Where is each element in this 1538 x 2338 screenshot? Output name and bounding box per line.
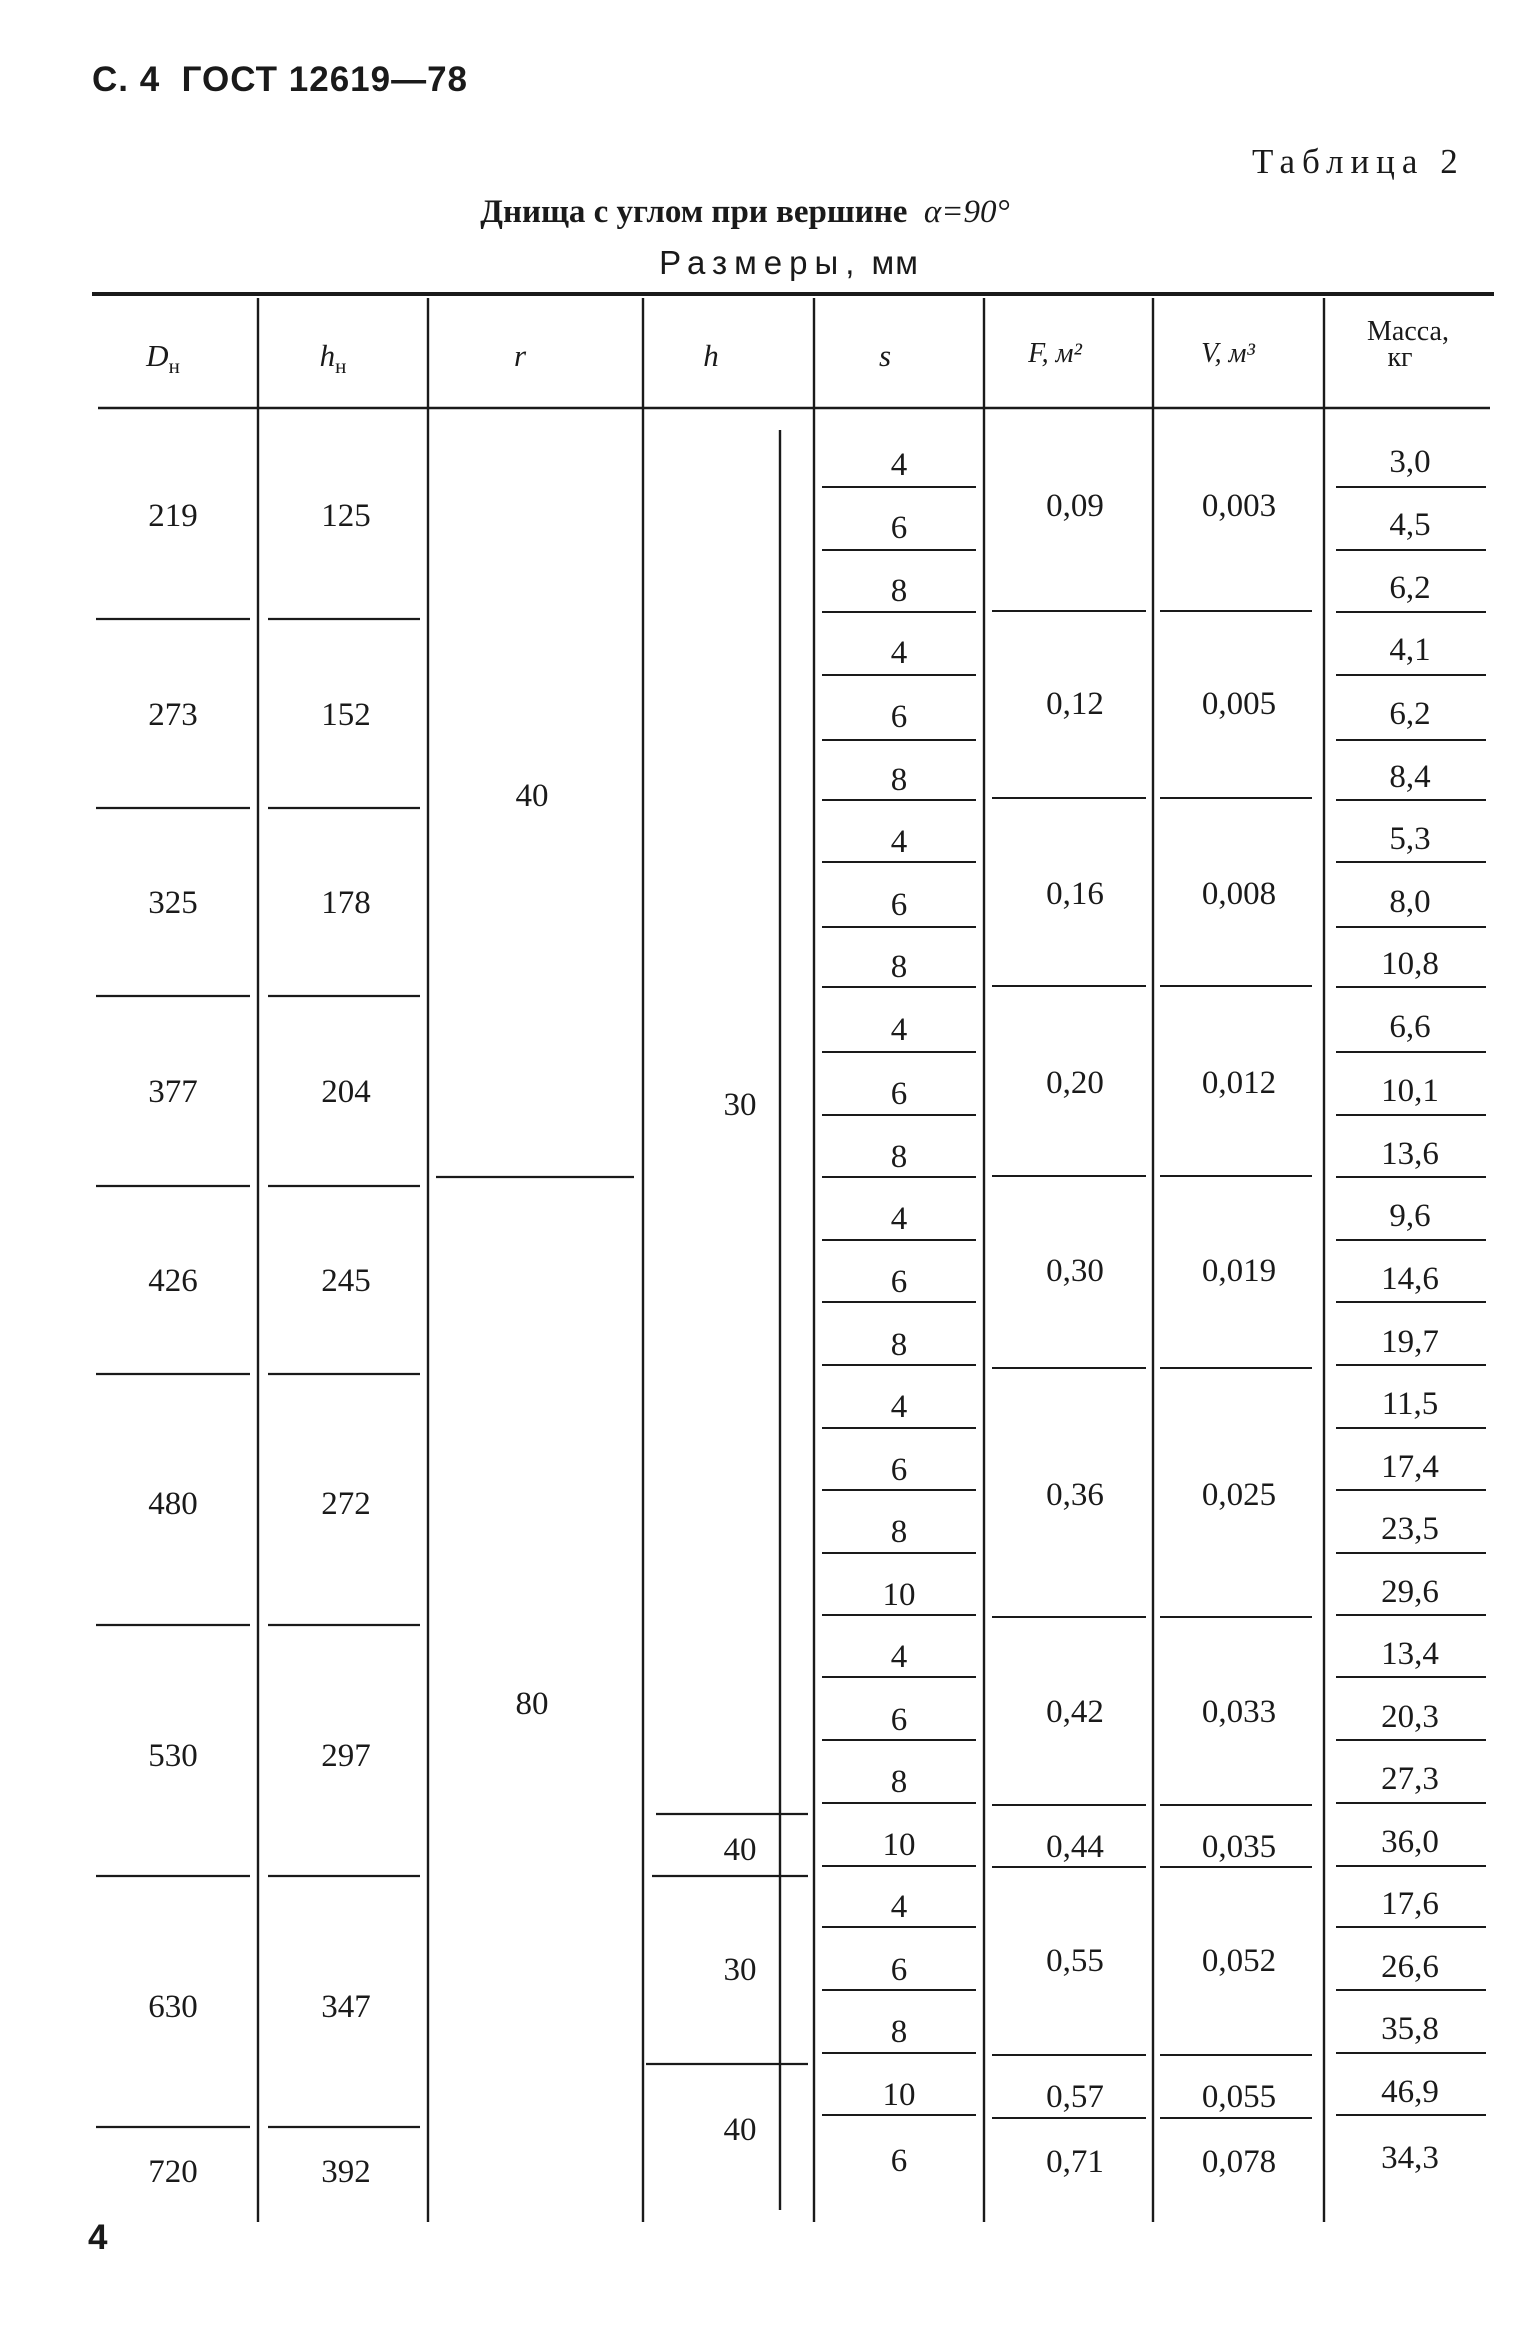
cell-dn: 377 [148, 1074, 198, 1110]
cell-f: 0,30 [1046, 1253, 1104, 1289]
cell-s: 8 [890, 949, 908, 985]
angle-value: α=90° [923, 194, 1010, 230]
cell-s: 8 [890, 2014, 908, 2050]
cell-mass: 13,6 [1381, 1136, 1439, 1172]
col-header-mass: Масса, [1367, 316, 1449, 347]
col-header-s: s [878, 338, 892, 373]
subtitle-label: Размеры, [659, 244, 862, 281]
cell-hn: 178 [321, 885, 371, 921]
cell-v: 0,025 [1201, 1477, 1277, 1513]
cell-s: 8 [890, 1514, 908, 1550]
cell-mass: 3,0 [1389, 444, 1431, 480]
cell-r: 80 [515, 1686, 549, 1722]
cell-dn: 325 [148, 885, 198, 921]
cell-s: 8 [890, 1764, 908, 1800]
cell-h: 40 [723, 2112, 757, 2148]
cell-mass: 11,5 [1381, 1386, 1439, 1422]
cell-f: 0,12 [1046, 686, 1104, 722]
cell-s: 6 [890, 510, 908, 546]
cell-hn: 347 [321, 1989, 371, 2025]
cell-v: 0,035 [1201, 1829, 1277, 1865]
cell-f: 0,09 [1046, 488, 1104, 524]
cell-mass: 8,4 [1389, 759, 1431, 795]
col-header-v: V, м³ [1201, 338, 1255, 369]
cell-dn: 219 [148, 498, 198, 534]
cell-dn: 426 [148, 1263, 198, 1299]
cell-v: 0,033 [1201, 1694, 1277, 1730]
cell-v: 0,055 [1201, 2079, 1277, 2115]
page-indicator: С. 4 [92, 60, 161, 99]
cell-s: 4 [890, 1012, 908, 1048]
cell-s: 6 [890, 1264, 908, 1300]
cell-f: 0,44 [1046, 1829, 1104, 1865]
cell-s: 6 [890, 1076, 908, 1112]
cell-dn: 480 [148, 1486, 198, 1522]
cell-hn: 204 [321, 1074, 371, 1110]
cell-mass: 27,3 [1381, 1761, 1439, 1797]
table-label: Таблица 2 [1252, 142, 1465, 181]
cell-mass: 26,6 [1381, 1949, 1439, 1985]
cell-mass: 34,3 [1381, 2140, 1439, 2176]
cell-v: 0,003 [1201, 488, 1277, 524]
cell-f: 0,16 [1046, 876, 1104, 912]
table-body [148, 444, 1439, 2190]
cell-mass: 6,2 [1389, 570, 1431, 606]
cell-mass: 5,3 [1389, 821, 1431, 857]
cell-hn: 125 [321, 498, 371, 534]
cell-mass: 20,3 [1381, 1699, 1439, 1735]
cell-dn: 720 [148, 2154, 198, 2190]
cell-mass: 4,5 [1389, 507, 1431, 543]
cell-dn: 530 [148, 1738, 198, 1774]
cell-hn: 245 [321, 1263, 371, 1299]
cell-s: 4 [890, 447, 908, 483]
cell-h: 30 [723, 1952, 757, 1988]
cell-s: 10 [882, 1577, 916, 1613]
cell-s: 4 [890, 1889, 908, 1925]
cell-s: 6 [890, 1952, 908, 1988]
cell-mass: 17,6 [1381, 1886, 1439, 1922]
col-header-hn: $h_н$ [319, 338, 347, 378]
cell-s: 10 [882, 1827, 916, 1863]
col-header-dn: $D_н$ [146, 338, 180, 378]
cell-s: 8 [890, 573, 908, 609]
cell-v: 0,008 [1201, 876, 1277, 912]
cell-hn: 297 [321, 1738, 371, 1774]
cell-v: 0,005 [1201, 686, 1277, 722]
cell-v: 0,052 [1201, 1943, 1277, 1979]
cell-hn: 392 [321, 2154, 371, 2190]
cell-mass: 9,6 [1389, 1198, 1431, 1234]
cell-f: 0,42 [1046, 1694, 1104, 1730]
cell-mass: 4,1 [1389, 632, 1431, 668]
cell-mass: 10,1 [1381, 1073, 1439, 1109]
cell-mass: 6,6 [1389, 1009, 1431, 1045]
cell-f: 0,36 [1046, 1477, 1104, 1513]
cell-f: 0,20 [1046, 1065, 1104, 1101]
cell-v: 0,078 [1201, 2144, 1277, 2180]
cell-mass: 10,8 [1381, 946, 1439, 982]
cell-mass: 29,6 [1381, 1574, 1439, 1610]
cell-v: 0,012 [1201, 1065, 1277, 1101]
cell-mass: 36,0 [1381, 1824, 1439, 1860]
cell-f: 0,71 [1046, 2144, 1104, 2180]
col-header-r: r [513, 338, 527, 373]
cell-mass: 17,4 [1381, 1449, 1439, 1485]
cell-s: 4 [890, 635, 908, 671]
cell-h: 30 [723, 1087, 757, 1123]
col-header-mass-unit: кг [1387, 342, 1413, 373]
cell-dn: 630 [148, 1989, 198, 2025]
col-header-f: F, м² [1028, 338, 1082, 369]
cell-mass: 14,6 [1381, 1261, 1439, 1297]
cell-s: 8 [890, 1139, 908, 1175]
cell-s: 6 [890, 699, 908, 735]
cell-dn: 273 [148, 697, 198, 733]
cell-mass: 6,2 [1389, 696, 1431, 732]
cell-mass: 19,7 [1381, 1324, 1439, 1360]
table-header-row [145, 316, 1449, 378]
cell-s: 4 [890, 824, 908, 860]
col-header-h: h [703, 338, 719, 373]
cell-s: 4 [890, 1389, 908, 1425]
cell-mass: 23,5 [1381, 1511, 1439, 1547]
cell-f: 0,57 [1046, 2079, 1104, 2115]
cell-mass: 13,4 [1381, 1636, 1439, 1672]
cell-s: 6 [890, 1702, 908, 1738]
cell-s: 4 [890, 1201, 908, 1237]
subtitle-unit: мм [871, 244, 919, 281]
cell-s: 6 [890, 887, 908, 923]
cell-h: 40 [723, 1832, 757, 1868]
cell-mass: 46,9 [1381, 2074, 1439, 2110]
table-rules [92, 294, 1494, 2222]
cell-s: 10 [882, 2077, 916, 2113]
cell-s: 6 [890, 1452, 908, 1488]
cell-s: 6 [890, 2143, 908, 2179]
cell-mass: 8,0 [1389, 884, 1431, 920]
cell-f: 0,55 [1046, 1943, 1104, 1979]
cell-s: 8 [890, 1327, 908, 1363]
cell-hn: 272 [321, 1486, 371, 1522]
page-number: 4 [88, 2218, 108, 2257]
cell-s: 4 [890, 1639, 908, 1675]
cell-r: 40 [515, 778, 549, 814]
cell-mass: 35,8 [1381, 2011, 1439, 2047]
title-text: Днища с углом при вершине [480, 194, 908, 230]
cell-s: 8 [890, 762, 908, 798]
cell-hn: 152 [321, 697, 371, 733]
cell-v: 0,019 [1201, 1253, 1277, 1289]
standard-number: ГОСТ 12619—78 [181, 60, 469, 99]
